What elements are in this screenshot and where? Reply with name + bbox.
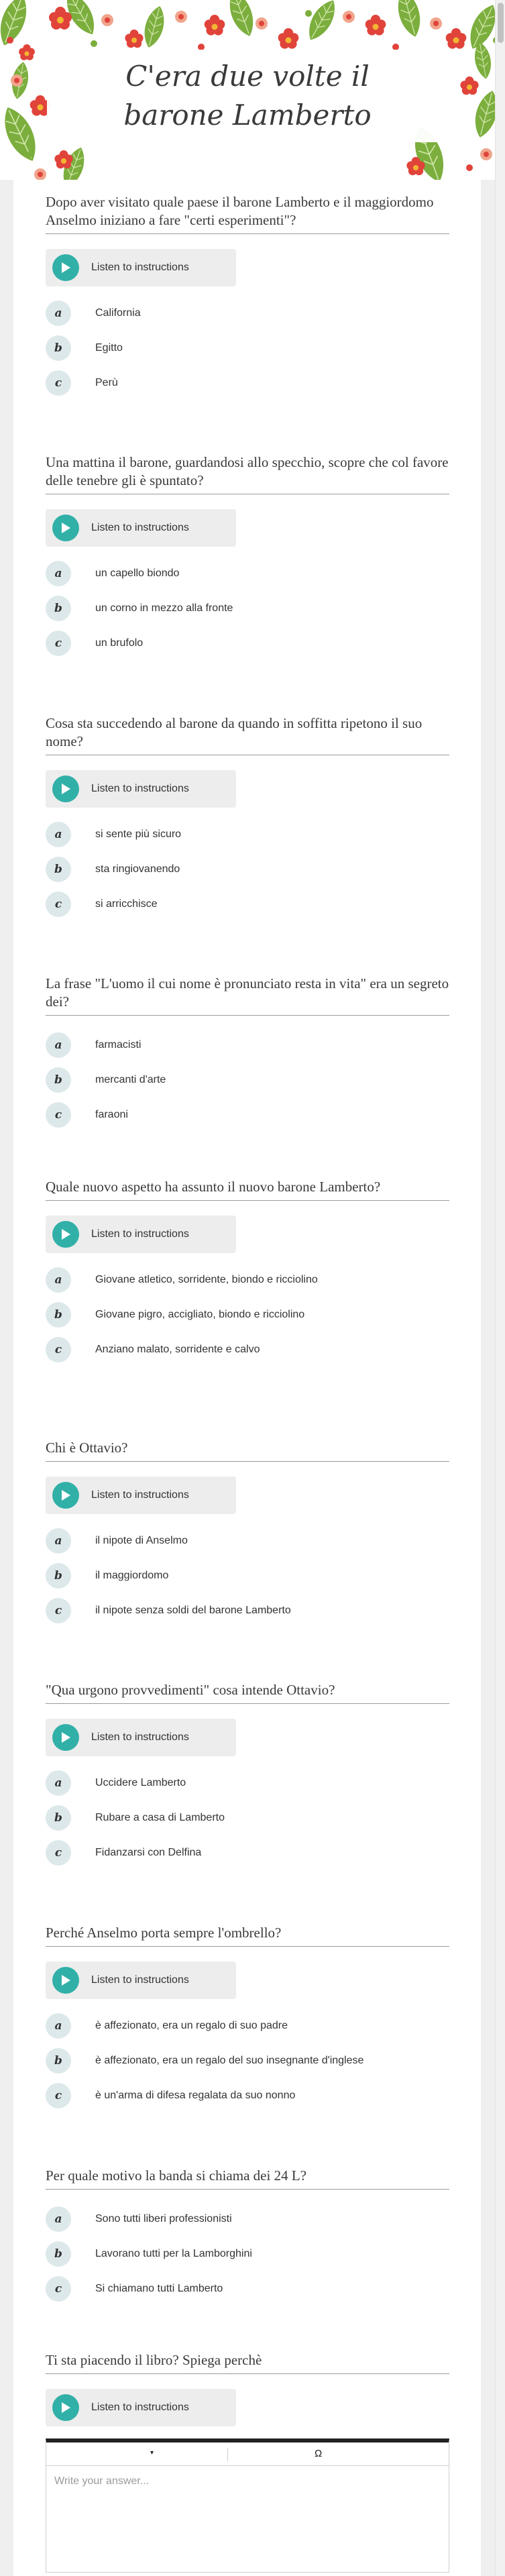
leaf-icon [140, 4, 168, 50]
option-letter: c [46, 2276, 71, 2302]
option-a[interactable] [46, 2202, 449, 2237]
listen-instructions-button[interactable] [46, 770, 236, 808]
option-letter: b [46, 1067, 71, 1093]
question-text: Dopo aver visitato quale paese il barone Lamberto e il maggiordomo Anselmo iniziano a fare "certi esperimenti"? [46, 193, 449, 234]
play-icon[interactable] [52, 254, 79, 281]
option-b[interactable] [46, 1801, 449, 1835]
play-icon[interactable] [52, 1967, 79, 1994]
option-letter: c [46, 892, 71, 917]
option-label: Lavorano tutti per la Lamborghini [95, 2248, 252, 2259]
option-label: si sente più sicuro [95, 828, 182, 840]
option-label: è un'arma di difesa regalata da suo nonno [95, 2090, 296, 2101]
option-letter: a [46, 301, 71, 326]
leaf-icon [224, 0, 260, 40]
question-text: La frase "L'uomo il cui nome è pronunciato resta in vita" era un segreto dei? [46, 975, 449, 1016]
listen-label: Listen to instructions [91, 783, 189, 794]
option-c[interactable] [46, 626, 449, 661]
option-label: Fidanzarsi con Delfina [95, 1847, 202, 1858]
flower-icon [125, 30, 143, 48]
play-icon[interactable] [52, 2394, 79, 2421]
option-a[interactable] [46, 556, 449, 591]
option-b[interactable] [46, 1297, 449, 1332]
listen-label: Listen to instructions [91, 522, 189, 533]
listen-instructions-button[interactable] [46, 1962, 236, 1999]
option-letter: b [46, 1805, 71, 1831]
listen-instructions-button[interactable] [46, 509, 236, 547]
option-letter: a [46, 1032, 71, 1058]
option-letter: a [46, 561, 71, 586]
option-letter: b [46, 1302, 71, 1328]
question-text: Perché Anselmo porta sempre l'ombrello? [46, 1924, 449, 1947]
option-letter: b [46, 335, 71, 361]
option-a[interactable] [46, 2008, 449, 2043]
page-title: C'era due volte il barone Lamberto [123, 60, 372, 131]
flower-icon [366, 15, 386, 36]
option-label: sta ringiovanendo [95, 863, 180, 875]
play-icon[interactable] [52, 1482, 79, 1509]
question-text: Quale nuovo aspetto ha assunto il nuovo barone Lamberto? [46, 1178, 449, 1201]
option-label: Sono tutti liberi professionisti [95, 2213, 232, 2224]
dot-icon [305, 10, 312, 17]
listen-label: Listen to instructions [91, 1228, 189, 1240]
scrollbar-thumb[interactable] [498, 3, 504, 43]
play-icon[interactable] [52, 775, 79, 802]
option-c[interactable] [46, 2078, 449, 2113]
option-a[interactable] [46, 296, 449, 331]
play-icon[interactable] [52, 1724, 79, 1751]
listen-label: Listen to instructions [91, 1974, 189, 1986]
option-letter: a [46, 1770, 71, 1796]
option-letter: c [46, 1337, 71, 1362]
option-a[interactable] [46, 1523, 449, 1558]
options-list [46, 1523, 449, 1628]
option-b[interactable] [46, 331, 449, 366]
answer-input[interactable]: Write your answer... [46, 2465, 449, 2573]
bud-center-icon [38, 172, 43, 177]
question-6 [46, 1439, 449, 1628]
leaf-icon [0, 0, 33, 49]
option-label: farmacisti [95, 1039, 142, 1051]
toolbar-divider [227, 2448, 228, 2461]
question-text: "Qua urgono provvedimenti" cosa intende Ottavio? [46, 1681, 449, 1704]
dot-icon [466, 164, 473, 171]
bud-center-icon [14, 78, 19, 83]
flower-icon [460, 76, 478, 95]
option-b[interactable] [46, 1558, 449, 1593]
option-label: il nipote di Anselmo [95, 1535, 188, 1546]
option-a[interactable] [46, 1263, 449, 1297]
option-label: un capello biondo [95, 568, 180, 579]
dot-icon [91, 40, 97, 47]
option-letter: b [46, 857, 71, 882]
option-c[interactable] [46, 1593, 449, 1628]
leaf-icon [393, 0, 425, 40]
bud-center-icon [259, 21, 264, 26]
page-scrollbar[interactable] [495, 0, 505, 2576]
option-c[interactable] [46, 887, 449, 922]
question-3 [46, 714, 449, 922]
question-9 [46, 2167, 449, 2306]
option-b[interactable] [46, 1063, 449, 1097]
flower-icon [54, 150, 72, 168]
question-text: Chi è Ottavio? [46, 1439, 449, 1462]
option-letter: a [46, 2013, 71, 2039]
option-a[interactable] [46, 817, 449, 852]
option-a[interactable] [46, 1028, 449, 1063]
play-icon[interactable] [52, 515, 79, 541]
option-a[interactable] [46, 1766, 449, 1801]
bud-center-icon [484, 152, 489, 157]
option-label: Anziano malato, sorridente e calvo [95, 1344, 260, 1355]
answer-editor [46, 2438, 449, 2573]
dot-icon [7, 37, 13, 44]
option-label: faraoni [95, 1109, 128, 1120]
option-label: Rubare a casa di Lamberto [95, 1812, 225, 1823]
question-2 [46, 453, 449, 661]
options-list [46, 1028, 449, 1132]
question-text: Una mattina il barone, guardandosi allo specchio, scopre che col favore delle tenebre gli è spuntato? [46, 453, 449, 494]
option-letter: c [46, 370, 71, 396]
flower-icon [49, 7, 72, 30]
option-label: mercanti d'arte [95, 1074, 166, 1085]
bud-center-icon [346, 14, 351, 19]
title-box [47, 50, 448, 142]
option-letter: b [46, 596, 71, 621]
option-letter: a [46, 822, 71, 847]
option-letter: c [46, 1598, 71, 1623]
option-label: Giovane atletico, sorridente, biondo e ricciolino [95, 1274, 318, 1285]
dot-icon [27, 151, 34, 158]
bud-center-icon [105, 17, 110, 23]
option-label: California [95, 307, 141, 319]
listen-instructions-button[interactable] [46, 2389, 236, 2426]
flower-icon [19, 44, 35, 60]
listen-instructions-button[interactable] [46, 249, 236, 286]
option-b[interactable] [46, 852, 449, 887]
option-b[interactable] [46, 2237, 449, 2271]
option-label: Giovane pigro, accigliato, biondo e ricciolino [95, 1309, 305, 1320]
header-banner [0, 0, 505, 180]
option-letter: b [46, 2048, 71, 2074]
option-letter: c [46, 2083, 71, 2108]
question-5 [46, 1178, 449, 1367]
option-letter: a [46, 1528, 71, 1554]
option-label: Egitto [95, 342, 123, 354]
option-c[interactable] [46, 2271, 449, 2306]
options-list [46, 2202, 449, 2306]
option-label: il nipote senza soldi del barone Lamberto [95, 1605, 291, 1616]
option-label: Si chiamano tutti Lamberto [95, 2283, 223, 2294]
quiz-body [13, 180, 481, 2576]
options-list [46, 296, 449, 400]
option-letter: b [46, 2241, 71, 2267]
question-text: Per quale motivo la banda si chiama dei 24 L? [46, 2167, 449, 2190]
flower-icon [446, 28, 467, 49]
option-c[interactable] [46, 366, 449, 400]
listen-instructions-button[interactable] [46, 1477, 236, 1514]
bud-center-icon [178, 14, 184, 19]
flower-icon [278, 28, 299, 49]
option-c[interactable] [46, 1835, 449, 1870]
options-list [46, 1766, 449, 1870]
option-b[interactable] [46, 591, 449, 626]
option-label: un brufolo [95, 637, 144, 649]
option-label: Perù [95, 377, 118, 388]
listen-instructions-button[interactable] [46, 1719, 236, 1756]
option-c[interactable] [46, 1332, 449, 1367]
options-list [46, 2008, 449, 2113]
question-text: Ti sta piacendo il libro? Spiega perchè [46, 2351, 449, 2374]
omega-icon[interactable]: Ω [315, 2448, 323, 2459]
listen-label: Listen to instructions [91, 1489, 189, 1501]
question-7 [46, 1681, 449, 1870]
option-label: il maggiordomo [95, 1570, 169, 1581]
listen-label: Listen to instructions [91, 262, 189, 273]
option-letter: c [46, 1102, 71, 1128]
listen-label: Listen to instructions [91, 2402, 189, 2413]
question-1 [46, 193, 449, 400]
option-label: un corno in mezzo alla fronte [95, 602, 233, 614]
option-letter: c [46, 1840, 71, 1866]
option-b[interactable] [46, 2043, 449, 2078]
option-letter: a [46, 1267, 71, 1293]
editor-toolbar [46, 2438, 449, 2465]
question-10 [46, 2351, 449, 2573]
chevron-down-icon[interactable]: ▾ [150, 2449, 154, 2457]
leaf-icon [302, 0, 341, 44]
listen-label: Listen to instructions [91, 1731, 189, 1743]
option-label: si arricchisce [95, 898, 158, 910]
listen-instructions-button[interactable] [46, 1216, 236, 1253]
option-c[interactable] [46, 1097, 449, 1132]
option-letter: a [46, 2206, 71, 2232]
option-label: è affezionato, era un regalo di suo padre [95, 2020, 288, 2031]
options-list [46, 817, 449, 922]
option-letter: b [46, 1563, 71, 1589]
option-letter: c [46, 631, 71, 656]
question-4 [46, 975, 449, 1132]
question-text: Cosa sta succedendo al barone da quando in soffitta ripetono il suo nome? [46, 714, 449, 755]
question-8 [46, 1924, 449, 2113]
options-list [46, 556, 449, 661]
play-icon[interactable] [52, 1221, 79, 1248]
option-label: Uccidere Lamberto [95, 1777, 186, 1788]
option-label: è affezionato, era un regalo del suo insegnante d'inglese [95, 2055, 364, 2066]
options-list [46, 1263, 449, 1367]
flower-icon [205, 15, 225, 36]
bud-center-icon [433, 21, 439, 26]
